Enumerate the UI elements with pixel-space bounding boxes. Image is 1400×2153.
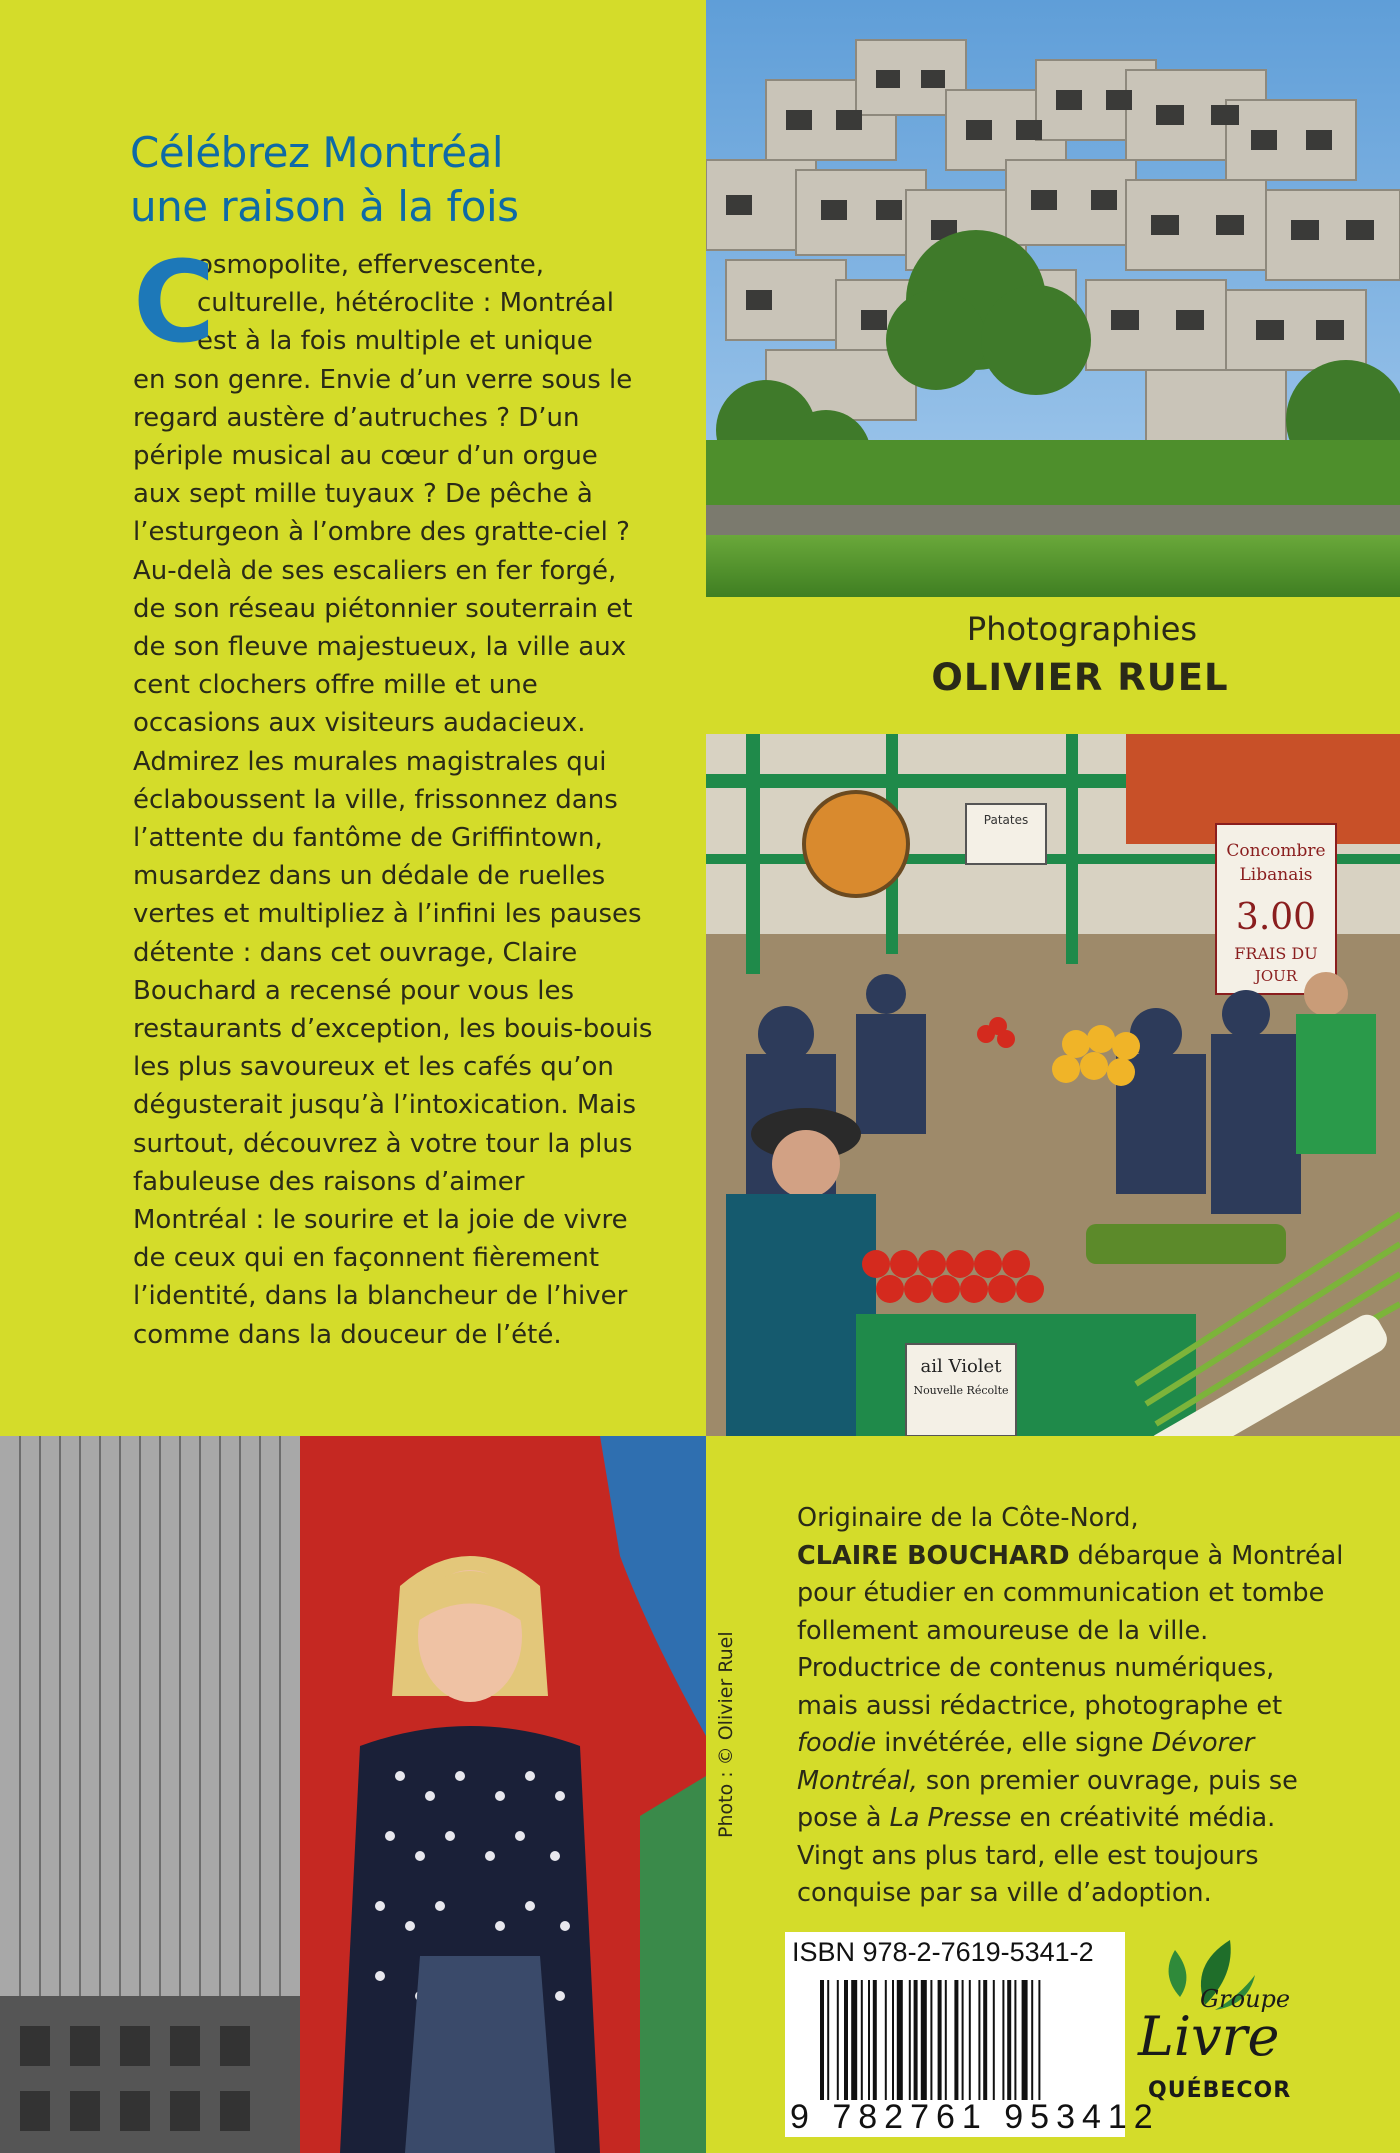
blurb-line: Admirez les murales magistrales qui — [133, 746, 607, 777]
cucumber-sign-line-2: Libanais — [1239, 865, 1313, 885]
blurb-line: occasions aux visiteurs audacieux. — [133, 708, 586, 739]
author-name: CLAIRE BOUCHARD — [797, 1540, 1070, 1571]
bio-line: Originaire de la Côte-Nord, — [797, 1503, 1139, 1533]
heading-line-1: Célébrez Montréal — [130, 128, 504, 177]
blurb-line: l’attente du fantôme de Griffintown, — [133, 823, 603, 854]
blurb-line: éclaboussent la ville, frissonnez dans — [133, 784, 618, 815]
book-blurb — [133, 238, 693, 1354]
blurb-line: vertes et multipliez à l’infini les pauses — [133, 899, 642, 930]
bio-line: pour étudier en communication et tombe — [797, 1578, 1325, 1608]
cucumber-sign-line-4: JOUR — [1254, 967, 1298, 985]
blurb-line: en son genre. Envie d’un verre sous le — [133, 364, 633, 395]
blurb-line: restaurants d’exception, les bouis-bouis — [133, 1014, 653, 1045]
isbn-text: ISBN 978-2-7619-5341-2 — [792, 1937, 1094, 1967]
potato-sign: Patates — [983, 813, 1029, 827]
bio-line: mais aussi rédactrice, photographe et — [797, 1690, 1283, 1721]
publisher-groupe: Groupe — [1200, 1985, 1291, 2013]
blurb-line: aux sept mille tuyaux ? De pêche à — [133, 479, 593, 510]
cucumber-sign-price: 3.00 — [1235, 897, 1317, 938]
barcode-number: 9 782761 953412 — [790, 2098, 1160, 2136]
blurb-line: fabuleuse des raisons d’aimer — [133, 1166, 525, 1197]
publisher-livre: Livre — [1138, 2005, 1280, 2068]
bio-line: Productrice de contenus numériques, — [797, 1653, 1275, 1683]
photographer-name: OLIVIER RUEL — [931, 656, 1229, 699]
back-cover-heading — [130, 126, 690, 234]
blurb-dropcap-block — [133, 238, 693, 368]
blurb-line: dégusterait jusqu’à l’intoxication. Mais — [133, 1090, 637, 1121]
blurb-line: détente : dans cet ouvrage, Claire — [133, 937, 578, 968]
author-bio — [797, 1500, 1357, 1913]
blurb-line: est à la fois multiple et unique — [197, 326, 593, 357]
market-photo — [706, 734, 1400, 1436]
blurb-line: les plus savoureux et les cafés qu’on — [133, 1052, 614, 1083]
blurb-line: culturelle, hétéroclite : Montréal — [197, 288, 614, 319]
blurb-line: osmopolite, effervescente, — [197, 250, 545, 280]
habitat-67-photo — [706, 0, 1400, 597]
blurb-line: comme dans la douceur de l’été. — [133, 1319, 562, 1350]
drop-cap-letter: C — [133, 238, 216, 368]
photographer-label: Photographies — [966, 610, 1198, 648]
bio-line: CLAIRE BOUCHARD débarque à Montréal — [797, 1540, 1344, 1571]
bio-line: pose à La Presse en créativité média. — [797, 1803, 1276, 1833]
author-portrait-illustration — [0, 1436, 706, 2153]
cucumber-sign-line-1: Concombre — [1226, 841, 1326, 861]
photo-copyright-credit: Photo : © Olivier Ruel — [715, 1631, 737, 1838]
blurb-line: Bouchard a recensé pour vous les — [133, 975, 575, 1006]
barcode-icon — [820, 1980, 1115, 2100]
bio-line: follement amoureuse de la ville. — [797, 1615, 1209, 1646]
bio-line: conquise par sa ville d’adoption. — [797, 1878, 1212, 1908]
cucumber-sign-line-3: FRAIS DU — [1234, 944, 1318, 963]
garlic-sign-line-2: Nouvelle Récolte — [913, 1384, 1009, 1397]
garlic-sign-line-1: ail Violet — [920, 1356, 1002, 1377]
blurb-line: l’identité, dans la blancheur de l’hiver — [133, 1281, 628, 1312]
publisher-quebecor: QUÉBECOR — [1148, 2078, 1292, 2103]
blurb-line: cent clochers offre mille et une — [133, 670, 538, 701]
blurb-line: Montréal : le sourire et la joie de vivre — [133, 1205, 628, 1236]
blurb-line: de son réseau piétonnier souterrain et — [133, 593, 633, 624]
blurb-line: de son fleuve majestueux, la ville aux — [133, 632, 627, 663]
bio-line: Montréal, son premier ouvrage, puis se — [797, 1765, 1298, 1796]
blurb-line: surtout, découvrez à votre tour la plus — [133, 1128, 633, 1159]
blurb-line: périple musical au cœur d’un orgue — [133, 441, 598, 472]
bio-line: Vingt ans plus tard, elle est toujours — [797, 1840, 1259, 1871]
habitat-67-illustration — [706, 0, 1400, 597]
blurb-line: regard austère d’autruches ? D’un — [133, 402, 580, 433]
market-illustration — [706, 734, 1400, 1436]
bio-line: foodie invétérée, elle signe Dévorer — [797, 1728, 1255, 1758]
blurb-line: de ceux qui en façonnent fièrement — [133, 1243, 600, 1274]
heading-line-2: une raison à la fois — [130, 182, 519, 231]
author-portrait-photo — [0, 1436, 706, 2153]
blurb-line: l’esturgeon à l’ombre des gratte-ciel ? — [133, 517, 630, 548]
blurb-line: musardez dans un dédale de ruelles — [133, 861, 606, 892]
blurb-line: Au-delà de ses escaliers en fer forgé, — [133, 555, 617, 586]
